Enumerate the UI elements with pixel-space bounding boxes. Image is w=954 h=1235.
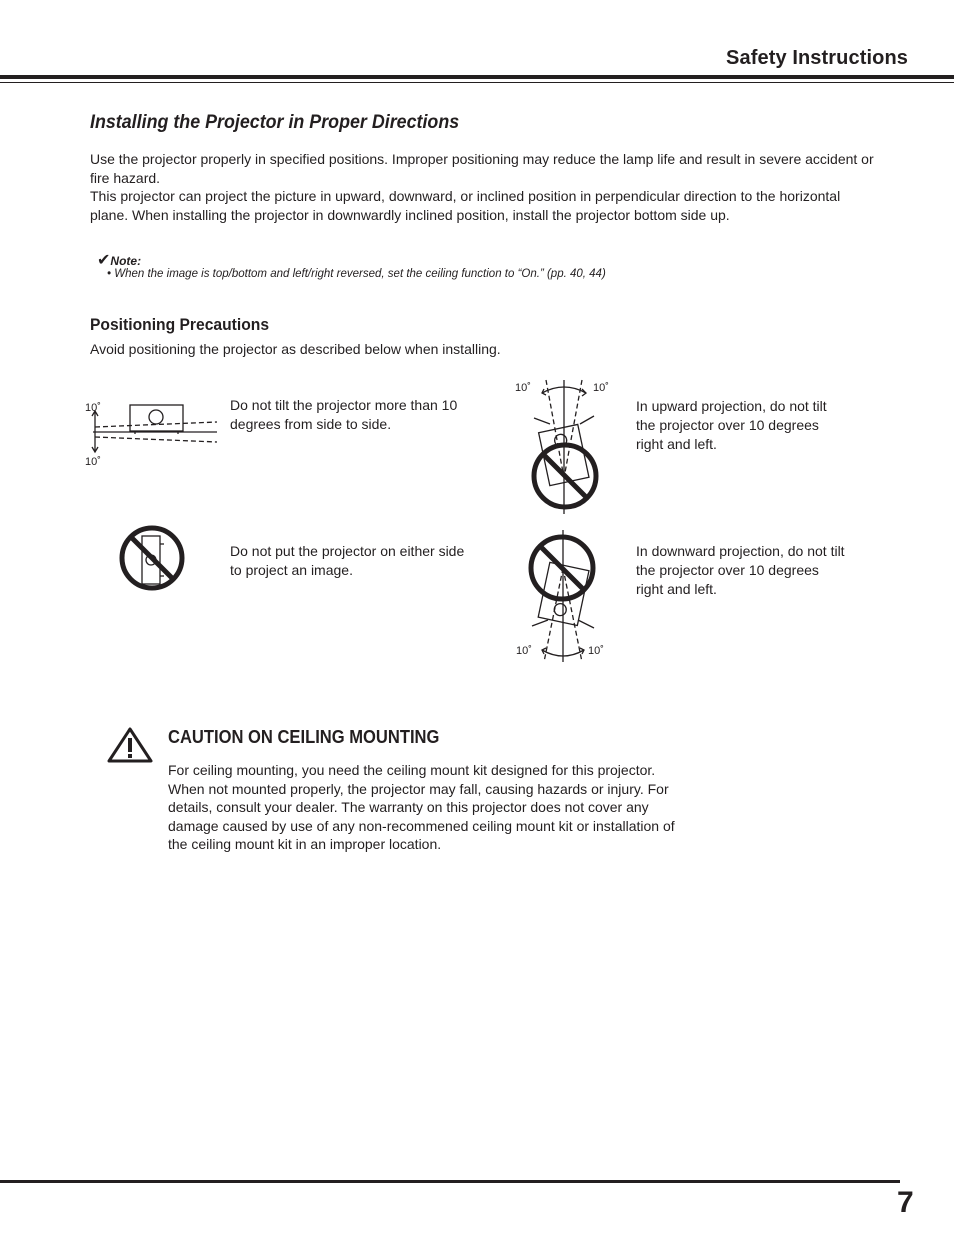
precautions-description: Avoid positioning the projector as described below when installing. [90,341,501,357]
angle-label-bottom: 10˚ [85,456,101,468]
angle-label-left-down: 10˚ [516,645,532,657]
footer-divider [0,1180,900,1183]
warning-triangle-icon [108,727,154,763]
precautions-title: Positioning Precautions [90,315,270,334]
page-number: 7 [897,1186,914,1219]
intro-paragraph-1: Use the projector properly in specified positions. Improper positioning may reduce the lamp life and result in severe accident or fire hazard. [90,151,874,186]
caption-upward-projection: In upward projection, do not tilt the projector over 10 degrees right and left. [636,398,827,452]
side-placement-prohibited-icon [115,522,191,598]
caption-downward-projection: In downward projection, do not tilt the projector over 10 degrees right and left. [636,543,845,597]
angle-label-top: 10˚ [85,402,101,414]
caution-title: CAUTION ON CEILING MOUNTING [168,727,440,747]
caption-side-tilt: Do not tilt the projector more than 10 degrees from side to side. [230,397,458,432]
angle-label-left: 10˚ [515,382,531,394]
caption-side-placement: Do not put the projector on either side to project an image. [230,543,465,578]
intro-text [90,150,880,225]
angle-label-right-down: 10˚ [588,645,604,657]
header-divider-thin [0,82,954,83]
caution-text: For ceiling mounting, you need the ceiling mount kit designed for this projector. When not mounted properly, the projector may fall, causing hazards or injury. For details, consult your dealer. The warranty on this projector does not cover any damage caused by use of any non-recommened ceiling mount kit or installation of the ceiling mount kit in an improper location. [168,762,675,853]
header-divider [0,75,954,79]
angle-label-right: 10˚ [593,382,609,394]
upward-projection-prohibited-icon [520,378,610,518]
side-tilt-diagram [85,400,225,460]
note-label-text: Note: [110,254,142,268]
note-label [97,250,141,270]
note-text: • When the image is top/bottom and left/right reversed, set the ceiling function to “On.” (pp. 40, 44) [107,268,606,280]
section-title: Installing the Projector in Proper Directions [90,112,460,133]
header-title: Safety Instructions [726,47,908,69]
check-icon: ✔ [97,252,111,269]
intro-paragraph-2: This projector can project the picture in upward, downward, or inclined position in perpendicular direction to the horizontal plane. When installing the projector in downwardly inclined position, install the projector bottom side up. [90,188,841,224]
